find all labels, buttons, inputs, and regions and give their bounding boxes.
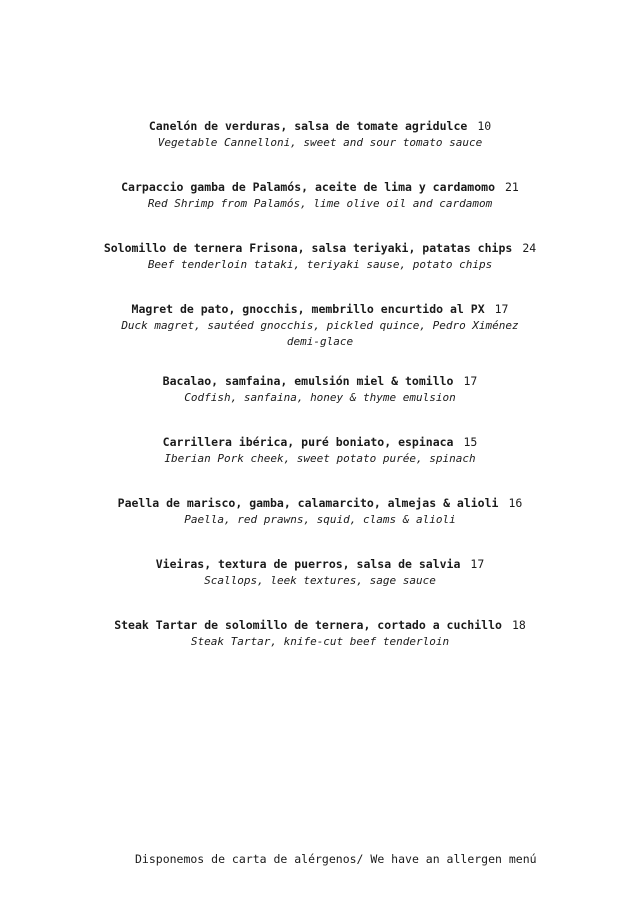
dish-price: 10 [477,119,492,133]
dish-name: Bacalao, samfaina, emulsión miel & tomillo [162,374,454,388]
allergen-notice: Disponemos de carta de alérgenos/ We have an allergen menú [135,852,537,866]
dish-price: 15 [463,435,478,449]
menu-item [0,495,640,556]
dish-name: Paella de marisco, gamba, calamarcito, almejas & alioli [117,496,499,510]
dish-price: 24 [522,241,537,255]
dish-description: Scallops, leek textures, sage sauce [204,574,436,587]
dish-price: 17 [470,557,485,571]
dish-description: Iberian Pork cheek, sweet potato purée, spinach [164,452,476,465]
menu-item [0,556,640,617]
dish-name: Steak Tartar de solomillo de ternera, cortado a cuchillo [114,618,502,632]
menu-item [0,240,640,301]
dish-price: 17 [494,302,509,316]
menu-item [0,301,640,373]
dish-name: Magret de pato, gnocchis, membrillo encurtido al PX [131,302,485,316]
dish-description: Paella, red prawns, squid, clams & alioli [184,513,456,526]
dish-price: 17 [463,374,478,388]
dish-name: Carpaccio gamba de Palamós, aceite de lima y cardamomo [121,180,495,194]
dish-description: Vegetable Cannelloni, sweet and sour tomato sauce [157,136,483,149]
dish-description: Duck magret, sautéed gnocchis, pickled quince, Pedro Ximénez demi-glace [121,319,519,348]
menu-item [0,118,640,179]
menu-list [0,118,640,678]
dish-name: Canelón de verduras, salsa de tomate agridulce [148,119,468,133]
dish-description: Beef tenderloin tataki, teriyaki sause, potato chips [147,258,493,271]
dish-description: Red Shrimp from Palamós, lime olive oil and cardamom [147,197,493,210]
dish-description: Steak Tartar, knife-cut beef tenderloin [190,635,450,648]
menu-item [0,434,640,495]
menu-item [0,617,640,678]
dish-name: Vieiras, textura de puerros, salsa de salvia [155,557,461,571]
dish-name: Carrillera ibérica, puré boniato, espinaca [162,435,454,449]
menu-item [0,373,640,434]
dish-price: 16 [508,496,523,510]
menu-item [0,179,640,240]
dish-price: 21 [505,180,519,194]
dish-description: Codfish, sanfaina, honey & thyme emulsion [184,391,456,404]
dish-name: Solomillo de ternera Frisona, salsa teriyaki, patatas chips [103,241,513,255]
dish-price: 18 [511,618,526,632]
